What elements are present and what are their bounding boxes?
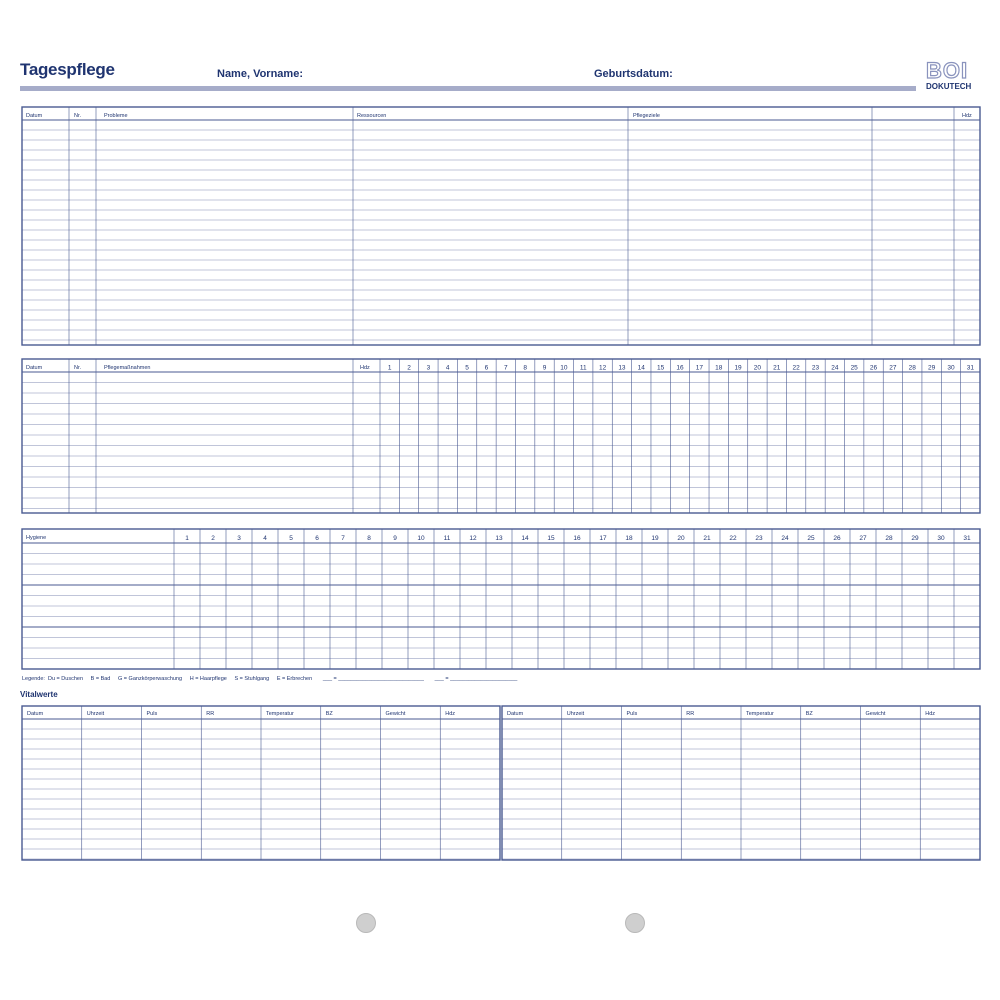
table3-day-label: 8: [367, 535, 371, 542]
table3-day-label: 16: [573, 535, 581, 542]
table3-day-label: 28: [885, 535, 893, 542]
table3-day-label: 11: [443, 535, 451, 542]
vital-header-1-3: RR: [206, 711, 215, 717]
table2-day-label: 19: [734, 364, 742, 372]
table2-day-label: 29: [927, 364, 936, 372]
table2-border: [22, 359, 980, 513]
vital-header-1-0: Datum: [27, 711, 44, 717]
table2-day-label: 14: [637, 364, 645, 372]
table2-day-label: 23: [811, 364, 820, 372]
table2-header-nr: Nr.: [74, 365, 82, 371]
table2-day-label: 3: [426, 364, 431, 372]
table3-day-label: 24: [781, 535, 789, 542]
table2-day-label: 13: [618, 364, 626, 372]
table2-day-label: 31: [966, 364, 974, 372]
legend-line: Legende: Du = Duschen B = Bad G = Ganzkörperwaschung H = Haarpflege S = Stuhlgang E = Erbrechen ___ = ____________________________ ___ = ______________________: [22, 676, 518, 682]
table3-day-label: 22: [729, 535, 737, 542]
table1-header-6: Hdz: [962, 113, 972, 119]
table3-day-label: 17: [599, 535, 607, 542]
vitalwerte-title: Vitalwerte: [20, 690, 58, 699]
table3-day-label: 18: [625, 535, 633, 542]
table2-header-measures: Pflegemaßnahmen: [104, 365, 151, 371]
table3-day-label: 29: [911, 535, 919, 542]
table2-day-label: 12: [598, 364, 607, 372]
table3-header-hygiene: Hygiene: [26, 535, 47, 541]
table3-day-label: 27: [859, 535, 867, 542]
table2-day-label: 17: [695, 364, 703, 372]
table2-day-label: 8: [523, 364, 527, 372]
table2-day-label: 11: [579, 364, 587, 372]
logo-subtitle: DOKUTECH: [926, 82, 972, 91]
table2-day-label: 10: [560, 364, 568, 372]
table3-day-label: 19: [651, 535, 659, 542]
table2-day-label: 30: [947, 364, 955, 372]
table2-day-label: 5: [465, 364, 469, 372]
table2-day-label: 9: [542, 364, 547, 372]
table2-header-date: Datum: [26, 365, 43, 371]
table2-day-label: 25: [850, 364, 858, 372]
table2-day-label: 28: [908, 364, 916, 372]
table2-day-label: 22: [792, 364, 800, 372]
table2-day-label: 1: [387, 364, 392, 372]
table3-day-label: 12: [469, 535, 477, 542]
table2-day-label: 21: [773, 364, 781, 372]
vital-header-2-3: RR: [686, 711, 695, 717]
birthdate-label: Geburtsdatum:: [594, 68, 673, 80]
table2-day-label: 26: [869, 364, 878, 372]
document-title: Tagespflege: [20, 60, 115, 79]
table3-day-label: 26: [833, 535, 841, 542]
vital-header-2-7: Hdz: [925, 711, 936, 717]
table3-day-label: 20: [677, 535, 685, 542]
table3-day-label: 4: [263, 535, 267, 542]
vital-header-1-1: Uhrzeit: [86, 711, 105, 717]
vital-header-2-4: Temperatur: [746, 711, 774, 717]
table3-day-label: 25: [807, 535, 815, 542]
table2-day-label: 15: [657, 364, 665, 372]
table2-header-hdz: Hdz: [360, 365, 370, 371]
punch-hole-left: [356, 913, 376, 933]
table2-day-label: 2: [407, 364, 411, 372]
vital-header-2-2: Puls: [626, 711, 638, 717]
table3-day-label: 7: [341, 535, 345, 542]
vital-header-1-2: Puls: [146, 711, 158, 717]
vital-header-1-4: Temperatur: [266, 711, 294, 717]
vital-header-2-1: Uhrzeit: [566, 711, 585, 717]
table3-day-label: 9: [393, 535, 397, 542]
table3-day-label: 6: [315, 535, 319, 542]
table2-day-label: 18: [715, 364, 723, 372]
table2-day-label: 27: [889, 364, 897, 372]
punch-hole-right: [625, 913, 645, 933]
logo-wordmark: BOI: [926, 58, 969, 83]
table3-day-label: 31: [963, 535, 971, 542]
table2-day-label: 4: [445, 364, 450, 372]
table3-day-label: 2: [211, 535, 215, 542]
table3-day-label: 15: [547, 535, 555, 542]
table1-header-2: Probleme: [104, 113, 128, 119]
table1-header-4: Pflegeziele: [633, 113, 660, 119]
table3-day-label: 14: [521, 535, 529, 542]
table2-day-label: 24: [831, 364, 839, 372]
table3-day-label: 10: [417, 535, 425, 542]
table3-day-label: 5: [289, 535, 293, 542]
table1-header-0: Datum: [26, 113, 43, 119]
table3-day-label: 21: [703, 535, 711, 542]
table3-day-label: 3: [237, 535, 241, 542]
table2-day-label: 7: [503, 364, 508, 372]
table2-day-label: 20: [753, 364, 762, 372]
table3-day-label: 30: [937, 535, 945, 542]
vital-header-2-6: Gewicht: [865, 711, 886, 717]
vital-header-1-6: Gewicht: [385, 711, 406, 717]
table2-day-label: 16: [676, 364, 684, 372]
name-label: Name, Vorname:: [217, 68, 303, 80]
vital-header-2-5: BZ: [805, 711, 813, 717]
vital-header-2-0: Datum: [507, 711, 524, 717]
table3-day-label: 1: [185, 535, 189, 542]
table2-day-label: 6: [484, 364, 489, 372]
table3-day-label: 23: [755, 535, 763, 542]
vital-header-1-7: Hdz: [445, 711, 456, 717]
table1-header-3: Ressourcen: [357, 113, 387, 119]
vital-header-1-5: BZ: [325, 711, 333, 717]
table1-header-1: Nr.: [74, 113, 82, 119]
table3-day-label: 13: [495, 535, 503, 542]
table1-border: [22, 107, 980, 345]
